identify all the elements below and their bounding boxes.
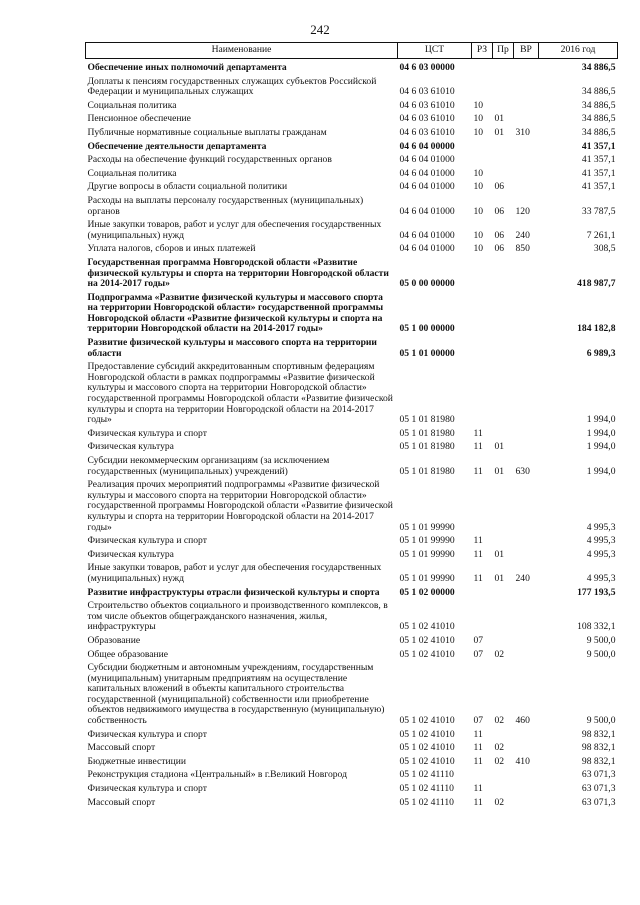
- table-row: [86, 181, 618, 195]
- row-sum-cell: 1 994,0: [586, 427, 616, 439]
- row-pr-cell: [493, 59, 514, 76]
- row-vr-cell: [514, 549, 539, 563]
- row-sum-cell: 63 071,3: [581, 796, 616, 808]
- row-cst-cell: 04 6 03 61010: [399, 113, 455, 125]
- row-cst-cell: 05 1 01 81980: [399, 414, 455, 426]
- header-year: 2016 год: [539, 43, 618, 59]
- row-rz-cell: [472, 361, 493, 428]
- row-cst-cell: 05 1 01 00000: [399, 347, 455, 359]
- row-cst-cell: 05 1 01 81980: [399, 441, 455, 453]
- row-rz-cell: 10: [473, 243, 484, 255]
- row-rz-cell: 07: [473, 634, 484, 646]
- row-sum-cell: 1 994,0: [586, 465, 616, 477]
- header-vr: ВР: [514, 43, 539, 59]
- row-cst-cell: 04 6 04 00000: [399, 140, 455, 152]
- row-pr-cell: [493, 635, 514, 649]
- row-cst-cell: 05 1 01 99990: [399, 548, 455, 560]
- row-pr-cell: 01: [494, 572, 505, 584]
- row-rz-cell: [472, 257, 493, 292]
- row-cst-cell: 04 6 04 01000: [399, 154, 455, 166]
- row-pr-cell: [493, 100, 514, 114]
- table-row: [86, 141, 618, 155]
- row-sum-cell: 308,5: [593, 243, 616, 255]
- row-sum-cell: 4 995,3: [586, 535, 616, 547]
- row-sum-cell: 9 500,0: [586, 715, 616, 727]
- row-vr-cell: [514, 600, 539, 635]
- row-vr-cell: [514, 742, 539, 756]
- row-cst-cell: 05 1 00 00000: [399, 323, 455, 335]
- table-row: [86, 729, 618, 743]
- row-name-cell: Обеспечение деятельности департамента: [87, 140, 267, 152]
- row-rz-cell: [472, 59, 493, 76]
- header-cst: ЦСТ: [398, 43, 472, 59]
- table-row: [86, 455, 618, 479]
- row-vr-cell: [514, 100, 539, 114]
- row-cst-cell: 05 1 01 99990: [399, 535, 455, 547]
- row-rz-cell: 10: [473, 205, 484, 217]
- row-name-cell: Физическая культура: [87, 548, 174, 560]
- table-row: [86, 113, 618, 127]
- row-cst-cell: 05 1 01 99990: [399, 572, 455, 584]
- row-pr-cell: 06: [494, 243, 505, 255]
- table-row: [86, 292, 618, 337]
- row-pr-cell: [493, 141, 514, 155]
- row-name-cell: Массовый спорт: [87, 742, 156, 754]
- row-vr-cell: [514, 76, 539, 100]
- row-pr-cell: 02: [494, 755, 505, 767]
- row-vr-cell: [514, 635, 539, 649]
- row-name-cell: Обеспечение иных полномочий департамента: [87, 62, 287, 73]
- table-row: [86, 337, 618, 361]
- row-sum-cell: 1 994,0: [586, 414, 616, 426]
- row-vr-cell: [514, 181, 539, 195]
- row-cst-cell: 05 1 02 41010: [399, 634, 455, 646]
- row-pr-cell: 06: [494, 229, 505, 241]
- row-pr-cell: [493, 729, 514, 743]
- row-rz-cell: [472, 769, 493, 783]
- row-name-cell: Социальная политика: [87, 99, 177, 111]
- row-vr-cell: 310: [515, 126, 530, 138]
- row-pr-cell: [493, 292, 514, 337]
- row-name-cell: Иные закупки товаров, работ и услуг для обеспечения государственных (муниципальных) нужд: [87, 562, 382, 584]
- row-rz-cell: 07: [473, 648, 484, 660]
- row-sum-cell: 41 357,1: [581, 140, 616, 152]
- row-cst-cell: 05 1 02 41110: [399, 796, 454, 808]
- row-rz-cell: 11: [473, 728, 483, 740]
- row-sum-cell: 177 193,5: [577, 586, 616, 598]
- table-row: [86, 756, 618, 770]
- row-vr-cell: 410: [515, 755, 530, 767]
- row-rz-cell: 11: [473, 535, 483, 547]
- row-name-cell: Физическая культура и спорт: [87, 728, 207, 740]
- row-name-cell: Социальная политика: [87, 167, 177, 179]
- row-name-cell: Уплата налогов, сборов и иных платежей: [87, 243, 256, 255]
- row-name-cell: Строительство объектов социального и производственного комплексов, в том числе объектов общегражданского назначения, жилья, инфраструктуры: [87, 600, 388, 633]
- row-vr-cell: 240: [515, 229, 530, 241]
- row-vr-cell: [514, 257, 539, 292]
- header-pr: Пр: [493, 43, 514, 59]
- row-vr-cell: [514, 783, 539, 797]
- row-sum-cell: 98 832,1: [581, 742, 616, 754]
- row-cst-cell: 05 1 02 41010: [399, 755, 455, 767]
- row-vr-cell: [514, 587, 539, 601]
- row-vr-cell: [514, 168, 539, 182]
- row-pr-cell: [493, 769, 514, 783]
- row-rz-cell: 10: [473, 181, 484, 193]
- row-vr-cell: 630: [515, 465, 530, 477]
- row-vr-cell: [514, 535, 539, 549]
- table-row: [86, 154, 618, 168]
- row-name-cell: Развитие физической культуры и массового спорта на территории области: [87, 337, 377, 359]
- row-name-cell: Иные закупки товаров, работ и услуг для обеспечения государственных (муниципальных) нужд: [87, 219, 382, 241]
- row-rz-cell: 10: [473, 126, 484, 138]
- table-row: [86, 662, 618, 729]
- row-pr-cell: 06: [494, 181, 505, 193]
- row-sum-cell: 4 995,3: [586, 572, 616, 584]
- table-row: [86, 219, 618, 243]
- row-pr-cell: [493, 257, 514, 292]
- row-name-cell: Расходы на обеспечение функций государственных органов: [87, 154, 332, 166]
- row-sum-cell: 9 500,0: [586, 634, 616, 646]
- row-vr-cell: [514, 769, 539, 783]
- row-name-cell: Субсидии бюджетным и автономным учреждениям, государственным (муниципальным) унитарным предприятиям на осуществление капитальных вложений в объекты капитального строительства государственной (муниципальной) собственности или приобретение объектов недвижимого имущества в государственную (муниципальную) собственность: [87, 662, 385, 727]
- row-rz-cell: 11: [473, 548, 483, 560]
- row-vr-cell: [514, 59, 539, 76]
- row-rz-cell: 11: [473, 427, 483, 439]
- row-pr-cell: [493, 428, 514, 442]
- row-rz-cell: [472, 154, 493, 168]
- row-vr-cell: 850: [515, 243, 530, 255]
- table-row: [86, 257, 618, 292]
- row-vr-cell: 240: [515, 572, 530, 584]
- row-cst-cell: 05 1 01 99990: [399, 521, 455, 533]
- row-pr-cell: 02: [494, 715, 505, 727]
- row-cst-cell: 04 6 04 01000: [399, 229, 455, 241]
- row-name-cell: Массовый спорт: [87, 796, 156, 808]
- row-sum-cell: 63 071,3: [581, 783, 616, 795]
- row-name-cell: Физическая культура и спорт: [87, 427, 207, 439]
- row-sum-cell: 418 987,7: [577, 278, 616, 290]
- row-sum-cell: 34 886,5: [581, 99, 616, 111]
- row-pr-cell: 01: [494, 126, 505, 138]
- row-pr-cell: [493, 154, 514, 168]
- row-rz-cell: 11: [473, 796, 483, 808]
- table-row: [86, 243, 618, 257]
- row-pr-cell: [493, 361, 514, 428]
- row-rz-cell: [472, 337, 493, 361]
- table-row: [86, 59, 618, 76]
- row-cst-cell: 04 6 04 01000: [399, 205, 455, 217]
- row-rz-cell: 11: [473, 755, 483, 767]
- row-cst-cell: 05 1 02 41110: [399, 783, 454, 795]
- row-cst-cell: 05 1 02 41110: [399, 769, 454, 781]
- row-name-cell: Государственная программа Новгородской области «Развитие физической культуры и спорта на территории Новгородской области на 2014-2017 годы»: [87, 256, 389, 290]
- row-pr-cell: 01: [494, 465, 505, 477]
- row-cst-cell: 05 1 01 81980: [399, 427, 455, 439]
- row-cst-cell: 04 6 04 01000: [399, 167, 455, 179]
- table-row: [86, 587, 618, 601]
- table-row: [86, 600, 618, 635]
- row-rz-cell: 11: [473, 742, 483, 754]
- table-row: [86, 168, 618, 182]
- row-sum-cell: 34 886,5: [581, 86, 616, 98]
- row-rz-cell: 07: [473, 715, 484, 727]
- row-cst-cell: 05 1 01 81980: [399, 465, 455, 477]
- row-vr-cell: [514, 428, 539, 442]
- row-vr-cell: 460: [515, 715, 530, 727]
- row-rz-cell: 10: [473, 99, 484, 111]
- table-row: [86, 195, 618, 219]
- row-cst-cell: 05 1 02 00000: [399, 586, 455, 598]
- table-row: [86, 535, 618, 549]
- header-rz: РЗ: [472, 43, 493, 59]
- table-row: [86, 769, 618, 783]
- row-rz-cell: [472, 141, 493, 155]
- row-sum-cell: 41 357,1: [581, 154, 616, 166]
- table-row: [86, 428, 618, 442]
- row-cst-cell: 04 6 03 00000: [399, 62, 455, 73]
- row-cst-cell: 05 1 02 41010: [399, 742, 455, 754]
- table-row: [86, 479, 618, 535]
- row-cst-cell: 05 0 00 00000: [399, 278, 455, 290]
- table-row: [86, 562, 618, 586]
- row-pr-cell: [493, 168, 514, 182]
- row-vr-cell: [514, 154, 539, 168]
- table-row: [86, 100, 618, 114]
- row-name-cell: Подпрограмма «Развитие физической культуры и массового спорта на территории Новгородской области» государственной программы Новгородской области «Развитие физической культуры и спорта на территории Новгородской области на 2014-2017 годы»: [87, 291, 384, 335]
- row-rz-cell: [472, 292, 493, 337]
- row-sum-cell: 108 332,1: [577, 621, 616, 633]
- row-rz-cell: 10: [473, 167, 484, 179]
- row-name-cell: Другие вопросы в области социальной политики: [87, 181, 288, 193]
- row-pr-cell: 01: [494, 441, 505, 453]
- row-vr-cell: [514, 797, 539, 811]
- row-vr-cell: [514, 113, 539, 127]
- row-rz-cell: 11: [473, 465, 483, 477]
- row-rz-cell: 11: [473, 441, 483, 453]
- row-sum-cell: 184 182,8: [577, 323, 616, 335]
- row-pr-cell: [493, 600, 514, 635]
- row-cst-cell: 05 1 02 41010: [399, 621, 455, 633]
- row-rz-cell: 10: [473, 229, 484, 241]
- row-name-cell: Публичные нормативные социальные выплаты гражданам: [87, 126, 327, 138]
- row-sum-cell: 41 357,1: [581, 181, 616, 193]
- row-name-cell: Образование: [87, 634, 141, 646]
- table-body: [86, 59, 618, 811]
- row-name-cell: Развитие инфраструктуры отрасли физической культуры и спорта: [87, 586, 380, 598]
- row-pr-cell: 02: [494, 742, 505, 754]
- table-header-row: [86, 43, 618, 59]
- row-sum-cell: 7 261,1: [586, 229, 616, 241]
- row-rz-cell: 11: [473, 783, 483, 795]
- table-row: [86, 361, 618, 428]
- row-pr-cell: [493, 337, 514, 361]
- row-pr-cell: 01: [494, 548, 505, 560]
- table-row: [86, 649, 618, 663]
- row-cst-cell: 04 6 03 61010: [399, 99, 455, 111]
- table-row: [86, 742, 618, 756]
- row-cst-cell: 05 1 02 41010: [399, 728, 455, 740]
- row-cst-cell: 04 6 04 01000: [399, 181, 455, 193]
- row-rz-cell: [472, 479, 493, 535]
- row-name-cell: Физическая культура и спорт: [87, 783, 207, 795]
- row-name-cell: Общее образование: [87, 648, 169, 660]
- row-sum-cell: 1 994,0: [586, 441, 616, 453]
- row-pr-cell: 01: [494, 113, 505, 125]
- table-row: [86, 76, 618, 100]
- row-sum-cell: 33 787,5: [581, 205, 616, 217]
- row-pr-cell: 02: [494, 648, 505, 660]
- row-rz-cell: [472, 600, 493, 635]
- row-name-cell: Расходы на выплаты персоналу государственных (муниципальных) органов: [87, 194, 364, 217]
- row-pr-cell: [493, 587, 514, 601]
- row-vr-cell: [514, 337, 539, 361]
- row-sum-cell: 98 832,1: [581, 728, 616, 740]
- table-row: [86, 797, 618, 811]
- row-vr-cell: [514, 479, 539, 535]
- row-name-cell: Бюджетные инвестиции: [87, 755, 186, 767]
- row-pr-cell: [493, 783, 514, 797]
- row-sum-cell: 6 989,3: [586, 347, 616, 359]
- row-pr-cell: [493, 76, 514, 100]
- row-cst-cell: 04 6 04 01000: [399, 243, 455, 255]
- row-rz-cell: 10: [473, 113, 484, 125]
- row-vr-cell: [514, 292, 539, 337]
- row-vr-cell: [514, 361, 539, 428]
- row-vr-cell: [514, 141, 539, 155]
- row-sum-cell: 34 886,5: [581, 62, 616, 73]
- row-rz-cell: [472, 587, 493, 601]
- row-pr-cell: 06: [494, 205, 505, 217]
- row-cst-cell: 05 1 02 41010: [399, 715, 455, 727]
- row-sum-cell: 9 500,0: [586, 648, 616, 660]
- row-sum-cell: 63 071,3: [581, 769, 616, 781]
- row-pr-cell: [493, 535, 514, 549]
- row-sum-cell: 34 886,5: [581, 113, 616, 125]
- row-sum-cell: 41 357,1: [581, 167, 616, 179]
- budget-table: [85, 42, 618, 810]
- row-vr-cell: 120: [515, 205, 530, 217]
- row-name-cell: Физическая культура: [87, 441, 174, 453]
- row-pr-cell: [493, 479, 514, 535]
- row-name-cell: Реконструкция стадиона «Центральный» в г.Великий Новгород: [87, 769, 347, 781]
- table-row: [86, 441, 618, 455]
- row-cst-cell: 04 6 03 61010: [399, 126, 455, 138]
- row-cst-cell: 04 6 03 61010: [399, 86, 455, 98]
- row-name-cell: Реализация прочих мероприятий подпрограммы «Развитие физической культуры и массового спорта на территории Новгородской области» государственной программы Новгородской области «Развитие физической культуры и спорта на территории Новгородской области на 2014-2017 годы»: [87, 479, 393, 533]
- row-name-cell: Пенсионное обеспечение: [87, 113, 191, 125]
- row-sum-cell: 34 886,5: [581, 126, 616, 138]
- table-row: [86, 783, 618, 797]
- row-rz-cell: 11: [473, 572, 483, 584]
- row-rz-cell: [472, 76, 493, 100]
- row-name-cell: Субсидии некоммерческим организациям (за исключением государственных (муниципальных) учреждений): [87, 455, 330, 477]
- row-cst-cell: 05 1 02 41010: [399, 648, 455, 660]
- row-sum-cell: 4 995,3: [586, 548, 616, 560]
- row-name-cell: Физическая культура и спорт: [87, 535, 207, 547]
- table-row: [86, 127, 618, 141]
- row-name-cell: Доплаты к пенсиям государственных служащих субъектов Российской Федерации и муниципальных служащих: [87, 75, 377, 98]
- row-sum-cell: 98 832,1: [581, 755, 616, 767]
- row-sum-cell: 4 995,3: [586, 521, 616, 533]
- row-name-cell: Предоставление субсидий аккредитованным спортивным федерациям Новгородской области в рамках подпрограммы «Развитие физической культуры и массового спорта на территории Новгородской области» государственной программы Новгородской области «Развитие физической культуры и спорта на территории Новгородской области на 2014-2017 годы»: [87, 361, 393, 426]
- header-name: Наименование: [86, 43, 398, 59]
- row-vr-cell: [514, 729, 539, 743]
- row-pr-cell: 02: [494, 796, 505, 808]
- table-row: [86, 549, 618, 563]
- page-number: 242: [310, 22, 330, 37]
- row-vr-cell: [514, 441, 539, 455]
- table-row: [86, 635, 618, 649]
- row-vr-cell: [514, 649, 539, 663]
